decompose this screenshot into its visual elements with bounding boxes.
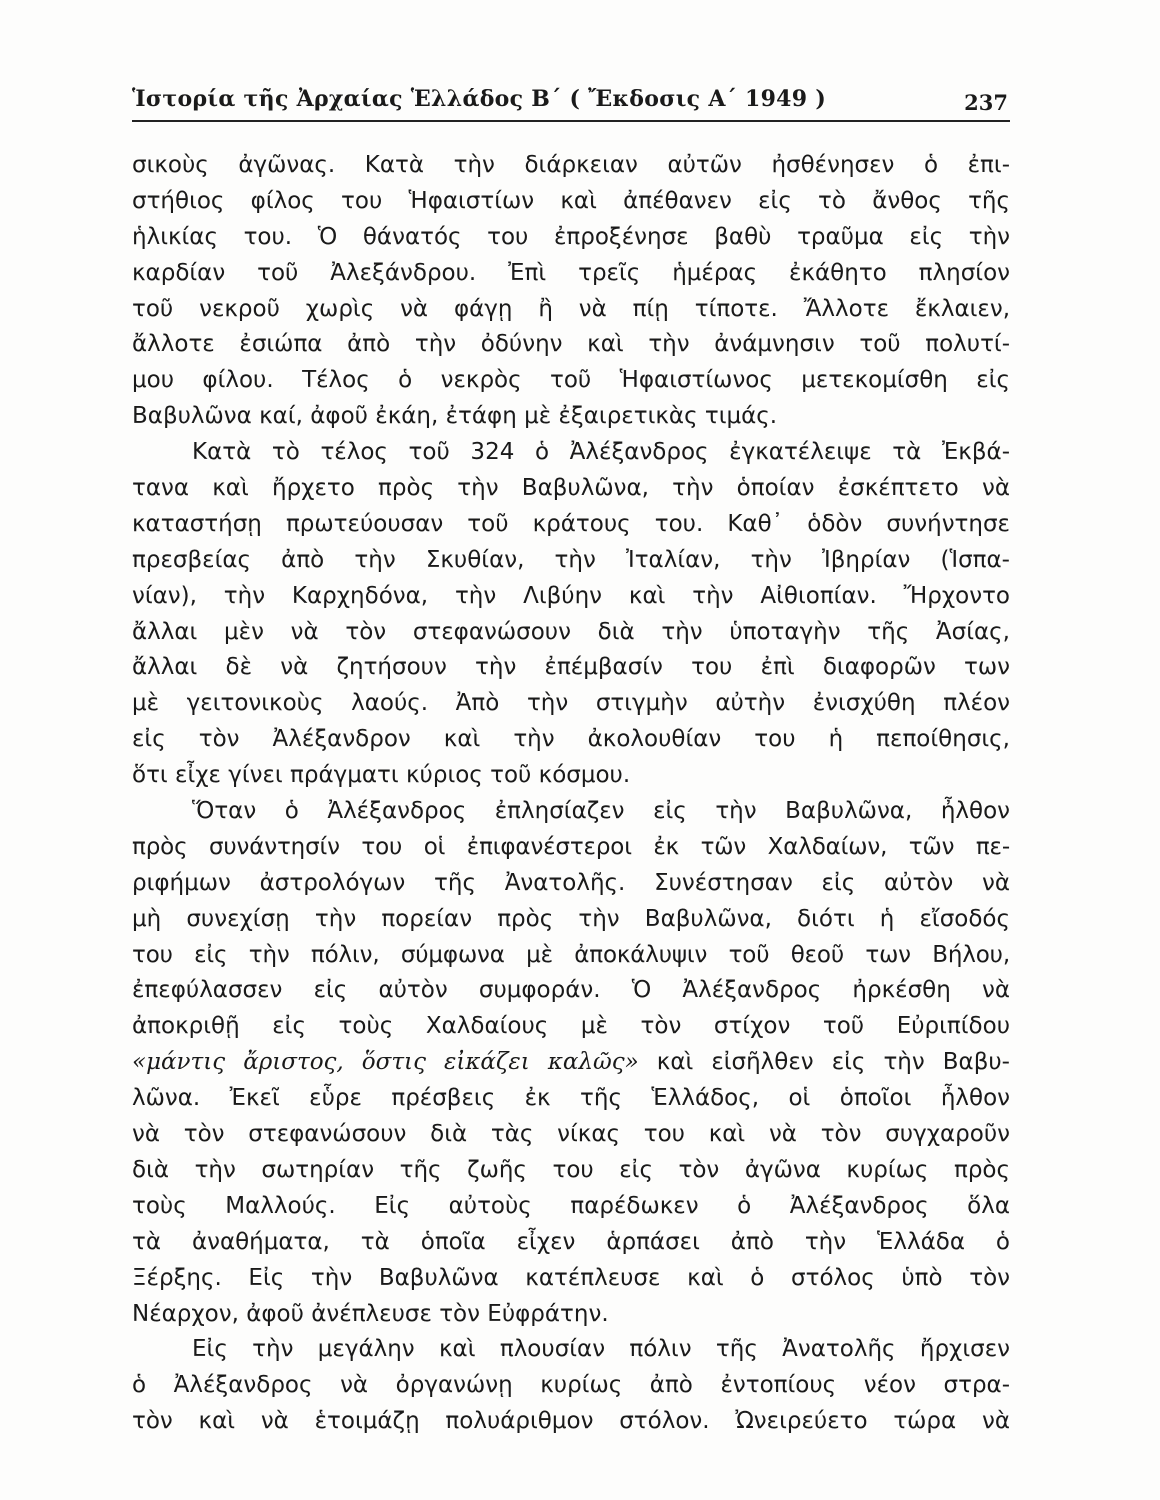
- text-line: τανα καὶ ἤρχετο πρὸς τὴν Βαβυλῶνα, τὴν ὁποίαν ἐσκέπτετο νὰ: [132, 475, 1010, 502]
- text-line: ἀποκριθῇ εἰς τοὺς Χαλδαίους μὲ τὸν στίχον τοῦ Εὐριπίδου: [132, 1013, 1010, 1040]
- page-header: [132, 80, 1010, 122]
- page-number: 237: [964, 90, 1008, 115]
- text-line: τοῦ νεκροῦ χωρὶς νὰ φάγῃ ἢ νὰ πίῃ τίποτε. Ἄλλοτε ἔκλαιεν,: [132, 295, 1010, 322]
- text-line: ἄλλοτε ἐσιώπα ἀπὸ τὴν ὀδύνην καὶ τὴν ἀνάμνησιν τοῦ πολυτί-: [132, 331, 1010, 358]
- text-line: εἰς τὸν Ἀλέξανδρον καὶ τὴν ἀκολουθίαν του ἡ πεποίθησις,: [132, 726, 1010, 753]
- quote-line-rest: καὶ εἰσῆλθεν εἰς τὴν Βαβυ-: [638, 1049, 1010, 1076]
- text-line: του εἰς τὴν πόλιν, σύμφωνα μὲ ἀποκάλυψιν τοῦ θεοῦ των Βήλου,: [132, 941, 1010, 968]
- euripides-quote: «μάντις ἄριστος, ὅστις εἰκάζει καλῶς»: [132, 1049, 639, 1076]
- text-line: Κατὰ τὸ τέλος τοῦ 324 ὁ Ἀλέξανδρος ἐγκατέλειψε τὰ Ἐκβά-: [192, 439, 1010, 466]
- text-line: μου φίλου. Τέλος ὁ νεκρὸς τοῦ Ἡφαιστίωνος μετεκομίσθη εἰς: [132, 367, 1010, 394]
- text-line: καρδίαν τοῦ Ἀλεξάνδρου. Ἐπὶ τρεῖς ἡμέρας ἐκάθητο πλησίον: [132, 259, 1010, 286]
- text-line: σικοὺς ἀγῶνας. Κατὰ τὴν διάρκειαν αὐτῶν ἠσθένησεν ὁ ἐπι-: [132, 152, 1010, 178]
- text-line: ὅτι εἶχε γίνει πράγματι κύριος τοῦ κόσμου.: [132, 762, 631, 789]
- text-line: μὴ συνεχίσῃ τὴν πορείαν πρὸς τὴν Βαβυλῶνα, διότι ἡ εἴσοδός: [132, 905, 1010, 932]
- text-line: Ξέρξης. Εἰς τὴν Βαβυλῶνα κατέπλευσε καὶ ὁ στόλος ὑπὸ τὸν: [132, 1264, 1010, 1291]
- text-line: λῶνα. Ἐκεῖ εὗρε πρέσβεις ἐκ τῆς Ἑλλάδος, οἱ ὁποῖοι ἦλθον: [132, 1085, 1010, 1112]
- text-line: νὰ τὸν στεφανώσουν διὰ τὰς νίκας του καὶ νὰ τὸν συγχαροῦν: [132, 1121, 1010, 1148]
- text-line: πρεσβείας ἀπὸ τὴν Σκυθίαν, τὴν Ἰταλίαν, τὴν Ἰβηρίαν (Ἱσπα-: [132, 546, 1010, 573]
- text-line: Ὅταν ὁ Ἀλέξανδρος ἐπλησίαζεν εἰς τὴν Βαβυλῶνα, ἦλθον: [192, 798, 1010, 825]
- text-line: νίαν), τὴν Καρχηδόνα, τὴν Λιβύην καὶ τὴν Αἰθιοπίαν. Ἤρχοντο: [132, 582, 1010, 609]
- text-line: ἄλλαι δὲ νὰ ζητήσουν τὴν ἐπέμβασίν του ἐπὶ διαφορῶν των: [132, 654, 1010, 681]
- text-line: Βαβυλῶνα καί, ἀφοῦ ἐκάη, ἐτάφη μὲ ἐξαιρετικὰς τιμάς.: [132, 403, 778, 430]
- text-line: τοὺς Μαλλούς. Εἰς αὐτοὺς παρέδωκεν ὁ Ἀλέξανδρος ὅλα: [132, 1192, 1010, 1219]
- text-line: τὰ ἀναθήματα, τὰ ὁποῖα εἶχεν ἁρπάσει ἀπὸ τὴν Ἑλλάδα ὁ: [132, 1228, 1010, 1255]
- text-line: τὸν καὶ νὰ ἑτοιμάζῃ πολυάριθμον στόλον. Ὠνειρεύετο τώρα νὰ: [132, 1408, 1010, 1435]
- text-line: πρὸς συνάντησίν του οἱ ἐπιφανέστεροι ἐκ τῶν Χαλδαίων, τῶν πε-: [132, 833, 1010, 860]
- text-line: ριφήμων ἀστρολόγων τῆς Ἀνατολῆς. Συνέστησαν εἰς αὐτὸν νὰ: [132, 869, 1010, 896]
- text-line: διὰ τὴν σωτηρίαν τῆς ζωῆς του εἰς τὸν ἀγῶνα κυρίως πρὸς: [132, 1156, 1010, 1183]
- text-line: Εἰς τὴν μεγάλην καὶ πλουσίαν πόλιν τῆς Ἀνατολῆς ἤρχισεν: [192, 1336, 1010, 1363]
- body-text: [132, 148, 1010, 1440]
- text-line: Νέαρχον, ἀφοῦ ἀνέπλευσε τὸν Εὐφράτην.: [132, 1300, 609, 1327]
- text-line: καταστήσῃ πρωτεύουσαν τοῦ κράτους του. Καθ᾽ ὁδὸν συνήντησε: [132, 510, 1010, 537]
- quote-line: [132, 1045, 1010, 1081]
- text-line: ἄλλαι μὲν νὰ τὸν στεφανώσουν διὰ τὴν ὑποταγὴν τῆς Ἀσίας,: [132, 618, 1010, 645]
- text-line: ἐπεφύλασσεν εἰς αὐτὸν συμφοράν. Ὁ Ἀλέξανδρος ἠρκέσθη νὰ: [132, 977, 1010, 1004]
- text-line: στήθιος φίλος του Ἡφαιστίων καὶ ἀπέθανεν εἰς τὸ ἄνθος τῆς: [132, 187, 1010, 214]
- running-head: Ἱστορία τῆς Ἀρχαίας Ἑλλάδος Β΄ ( Ἔκδοσις Α΄ 1949 ): [132, 86, 827, 112]
- text-line: ἡλικίας του. Ὁ θάνατός του ἐπροξένησε βαθὺ τραῦμα εἰς τὴν: [132, 223, 1010, 250]
- text-line: ὁ Ἀλέξανδρος νὰ ὀργανώνῃ κυρίως ἀπὸ ἐντοπίους νέον στρα-: [132, 1372, 1010, 1399]
- text-line: μὲ γειτονικοὺς λαούς. Ἀπὸ τὴν στιγμὴν αὐτὴν ἐνισχύθη πλέον: [132, 690, 1010, 717]
